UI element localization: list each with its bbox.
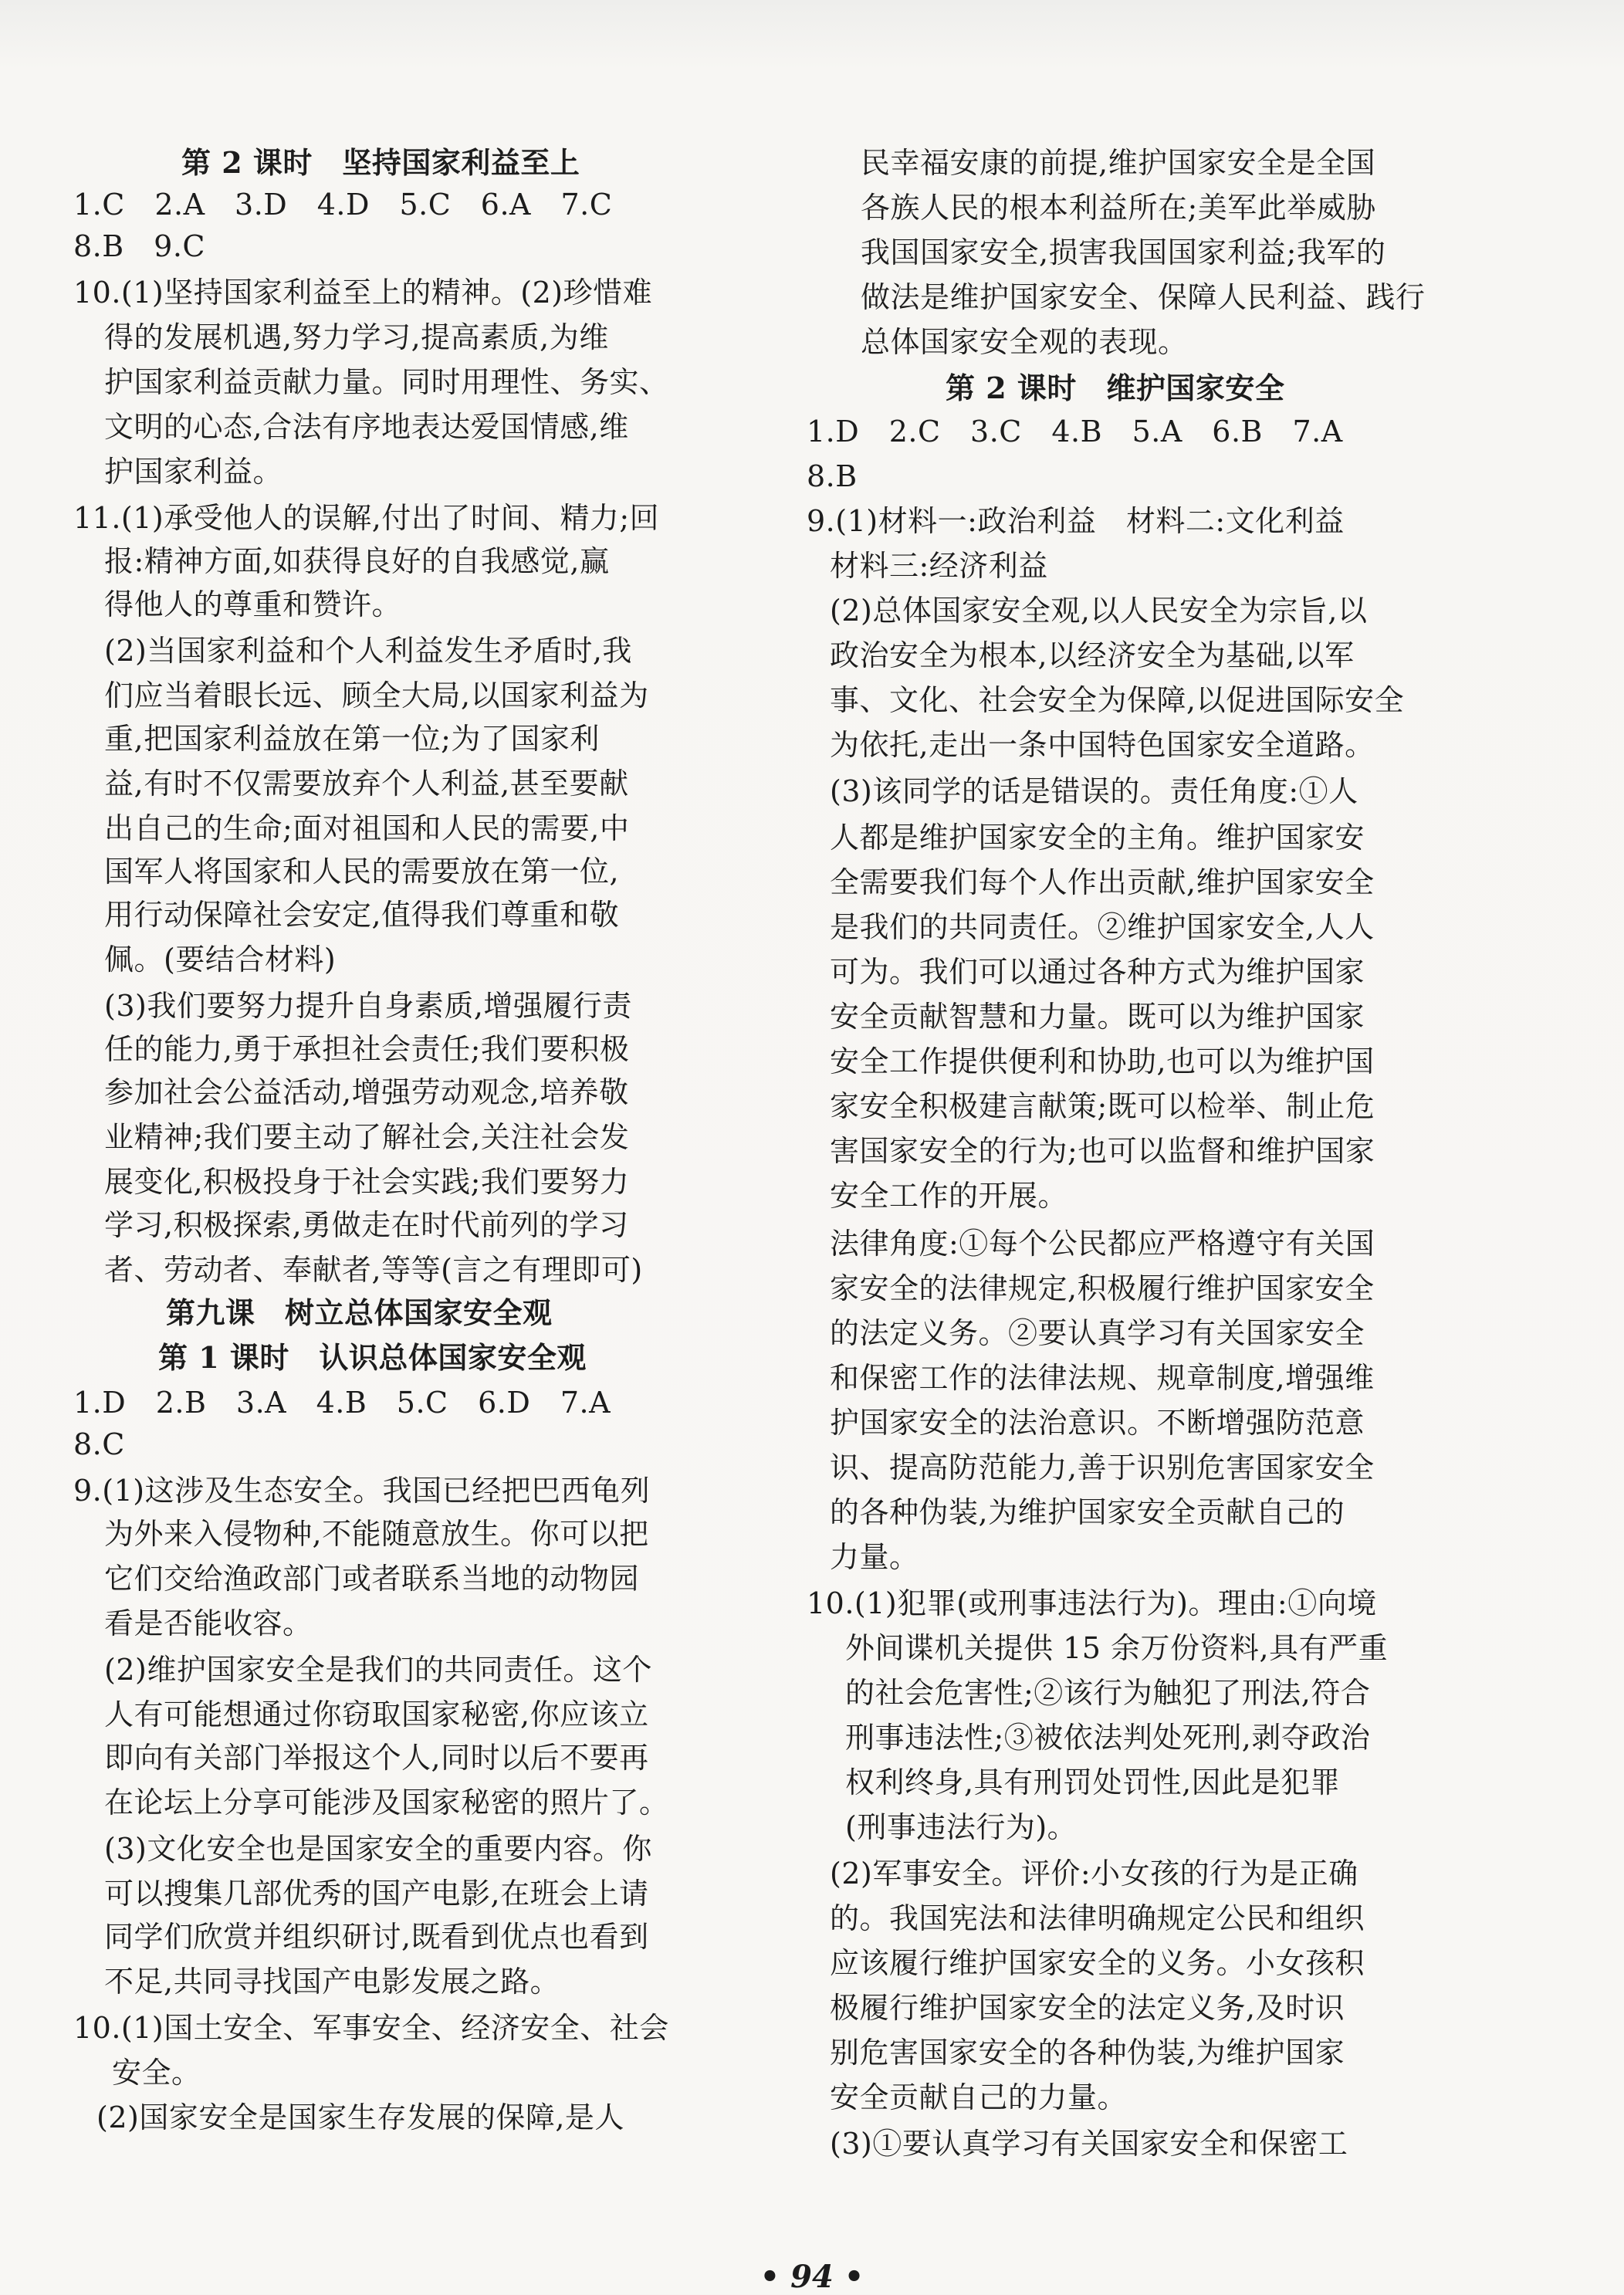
right-text-line: 安全工作提供便利和协助,也可以为维护国 bbox=[830, 1044, 1375, 1078]
left-text-line: 不足,共同寻找国产电影发展之路。 bbox=[104, 1965, 560, 1999]
left-text-line: 参加社会公益活动,增强劳动观念,培养敬 bbox=[104, 1075, 629, 1109]
right-text-line: 我国国家安全,损害我国国家利益;我军的 bbox=[861, 235, 1386, 269]
left-text-line: 文明的心态,合法有序地表达爱国情感,维 bbox=[104, 410, 629, 444]
left-text-line: 1.D 2.B 3.A 4.B 5.C 6.D 7.A bbox=[73, 1386, 611, 1420]
right-text-line: 可为。我们可以通过各种方式为维护国家 bbox=[830, 955, 1365, 989]
right-text-line: 别危害国家安全的各种伪装,为维护国家 bbox=[830, 2036, 1345, 2070]
right-text-line: 的社会危害性;②该行为触犯了刑法,符合 bbox=[845, 1676, 1371, 1710]
left-text-line: 可以搜集几部优秀的国产电影,在班会上请 bbox=[104, 1877, 649, 1911]
left-text-line: 看是否能收容。 bbox=[104, 1606, 313, 1640]
right-text-line: 护国家安全的法治意识。不断增强防范意 bbox=[830, 1406, 1365, 1440]
right-text-line: 外间谍机关提供 15 余万份资料,具有严重 bbox=[845, 1631, 1389, 1665]
left-text-line: 为外来入侵物种,不能随意放生。你可以把 bbox=[104, 1517, 649, 1551]
left-text-line: 在论坛上分享可能涉及国家秘密的照片了。 bbox=[104, 1786, 669, 1819]
left-text-line: 同学们欣赏并组织研讨,既看到优点也看到 bbox=[104, 1920, 649, 1954]
right-text-line: 人都是维护国家安全的主角。维护国家安 bbox=[830, 821, 1365, 855]
left-text-line: 人有可能想通过你窃取国家秘密,你应该立 bbox=[104, 1698, 649, 1731]
right-text-line: 1.D 2.C 3.C 4.B 5.A 6.B 7.A bbox=[807, 415, 1343, 449]
right-text-line: 8.B bbox=[807, 459, 858, 493]
right-text-line: (3)该同学的话是错误的。责任角度:①人 bbox=[830, 774, 1358, 808]
left-text-line: 佩。(要结合材料) bbox=[104, 943, 337, 977]
right-text-line: 的法定义务。②要认真学习有关国家安全 bbox=[830, 1316, 1365, 1350]
right-text-line: 材料三:经济利益 bbox=[830, 549, 1048, 583]
right-text-line: 是我们的共同责任。②维护国家安全,人人 bbox=[830, 910, 1375, 944]
left-text-line: 8.B 9.C bbox=[73, 229, 206, 263]
left-text-line: 出自己的生命;面对祖国和人民的需要,中 bbox=[104, 811, 630, 845]
left-text-line: 业精神;我们要主动了解社会,关注社会发 bbox=[104, 1120, 630, 1154]
left-text-line: (3)文化安全也是国家安全的重要内容。你 bbox=[104, 1832, 652, 1866]
left-text-line: 用行动保障社会安定,值得我们尊重和敬 bbox=[104, 898, 620, 932]
right-text-line: (3)①要认真学习有关国家安全和保密工 bbox=[830, 2127, 1348, 2161]
left-text-line: (2)维护国家安全是我们的共同责任。这个 bbox=[104, 1653, 652, 1687]
right-text-line: 安全工作的开展。 bbox=[830, 1179, 1068, 1213]
right-text-line: 的各种伪装,为维护国家安全贡献自己的 bbox=[830, 1495, 1345, 1529]
right-text-line: 安全贡献智慧和力量。既可以为维护国家 bbox=[830, 1000, 1365, 1034]
right-text-line: 权利终身,具有刑罚处罚性,因此是犯罪 bbox=[845, 1765, 1341, 1799]
right-text-line: 10.(1)犯罪(或刑事违法行为)。理由:①向境 bbox=[807, 1586, 1377, 1620]
left-text-line: 护国家利益贡献力量。同时用理性、务实、 bbox=[104, 365, 669, 399]
right-text-line: 9.(1)材料一:政治利益 材料二:文化利益 bbox=[807, 504, 1345, 538]
page-number: • 94 • bbox=[760, 2259, 864, 2295]
right-text-line: (2)总体国家安全观,以人民安全为宗旨,以 bbox=[830, 594, 1368, 628]
right-text-line: 政治安全为根本,以经济安全为基础,以军 bbox=[830, 638, 1355, 672]
right-text-line: 刑事违法性;③被依法判处死刑,剥夺政治 bbox=[845, 1721, 1371, 1755]
left-text-line: 益,有时不仅需要放弃个人利益,甚至要献 bbox=[104, 767, 629, 801]
right-text-line: 和保密工作的法律法规、规章制度,增强维 bbox=[830, 1361, 1375, 1395]
left-text-line: 国军人将国家和人民的需要放在第一位, bbox=[104, 855, 620, 889]
right-text-line: 应该履行维护国家安全的义务。小女孩积 bbox=[830, 1946, 1365, 1980]
right-text-line: 民幸福安康的前提,维护国家安全是全国 bbox=[861, 146, 1376, 180]
left-text-line: 9.(1)这涉及生态安全。我国已经把巴西龟列 bbox=[73, 1474, 651, 1508]
right-text-line: 害国家安全的行为;也可以监督和维护国家 bbox=[830, 1134, 1375, 1168]
right-text-line: (2)军事安全。评价:小女孩的行为是正确 bbox=[830, 1857, 1358, 1890]
left-text-line: 8.C bbox=[73, 1427, 125, 1461]
left-text-line: 任的能力,勇于承担社会责任;我们要积极 bbox=[104, 1032, 630, 1066]
left-text-line: 它们交给渔政部门或者联系当地的动物园 bbox=[104, 1562, 640, 1596]
left-text-line: 11.(1)承受他人的误解,付出了时间、精力;回 bbox=[73, 501, 660, 535]
left-heading: 第 1 课时 认识总体国家安全观 bbox=[158, 1340, 587, 1375]
right-text-line: 总体国家安全观的表现。 bbox=[861, 325, 1188, 359]
right-text-line: 家安全的法律规定,积极履行维护国家安全 bbox=[830, 1271, 1375, 1305]
left-text-line: 重,把国家利益放在第一位;为了国家利 bbox=[104, 722, 600, 756]
right-text-line: 法律角度:①每个公民都应严格遵守有关国 bbox=[830, 1227, 1375, 1261]
left-text-line: 护国家利益。 bbox=[104, 455, 283, 489]
left-text-line: 展变化,积极投身于社会实践;我们要努力 bbox=[104, 1165, 630, 1199]
right-text-line: 全需要我们每个人作出贡献,维护国家安全 bbox=[830, 865, 1375, 899]
right-text-line: 家安全积极建言献策;既可以检举、制止危 bbox=[830, 1089, 1375, 1123]
left-text-line: (3)我们要努力提升自身素质,增强履行责 bbox=[104, 989, 632, 1023]
right-text-line: 做法是维护国家安全、保障人民利益、践行 bbox=[861, 280, 1426, 314]
right-text-line: 的。我国宪法和法律明确规定公民和组织 bbox=[830, 1901, 1365, 1935]
right-text-line: 安全贡献自己的力量。 bbox=[830, 2080, 1128, 2114]
right-text-line: 识、提高防范能力,善于识别危害国家安全 bbox=[830, 1450, 1375, 1484]
left-text-line: 1.C 2.A 3.D 4.D 5.C 6.A 7.C bbox=[73, 188, 613, 222]
left-text-line: 10.(1)国土安全、军事安全、经济安全、社会 bbox=[73, 2011, 669, 2045]
right-text-line: 力量。 bbox=[830, 1540, 919, 1574]
left-text-line: (2)当国家利益和个人利益发生矛盾时,我 bbox=[104, 634, 632, 668]
left-text-line: 即向有关部门举报这个人,同时以后不要再 bbox=[104, 1741, 649, 1775]
left-heading: 第 2 课时 坚持国家利益至上 bbox=[181, 145, 580, 180]
left-text-line: (2)国家安全是国家生存发展的保障,是人 bbox=[96, 2100, 624, 2134]
right-text-line: 各族人民的根本利益所在;美军此举威胁 bbox=[861, 191, 1376, 225]
left-text-line: 安全。 bbox=[112, 2056, 201, 2090]
left-text-line: 报:精神方面,如获得良好的自我感觉,赢 bbox=[104, 544, 610, 578]
left-text-line: 10.(1)坚持国家利益至上的精神。(2)珍惜难 bbox=[73, 276, 653, 310]
right-text-line: 事、文化、社会安全为保障,以促进国际安全 bbox=[830, 683, 1405, 717]
right-text-line: 极履行维护国家安全的法定义务,及时识 bbox=[830, 1991, 1345, 2025]
right-text-line: 为依托,走出一条中国特色国家安全道路。 bbox=[830, 728, 1375, 762]
right-text-line: (刑事违法行为)。 bbox=[845, 1810, 1078, 1844]
left-text-line: 得他人的尊重和赞许。 bbox=[104, 587, 402, 621]
left-text-line: 学习,积极探索,勇做走在时代前列的学习 bbox=[104, 1208, 629, 1242]
left-text-line: 得的发展机遇,努力学习,提高素质,为维 bbox=[104, 320, 609, 354]
right-heading: 第 2 课时 维护国家安全 bbox=[946, 371, 1285, 405]
left-text-line: 们应当着眼长远、顾全大局,以国家利益为 bbox=[104, 679, 649, 713]
left-text-line: 者、劳动者、奉献者,等等(言之有理即可) bbox=[104, 1253, 643, 1287]
left-heading: 第九课 树立总体国家安全观 bbox=[166, 1295, 553, 1330]
